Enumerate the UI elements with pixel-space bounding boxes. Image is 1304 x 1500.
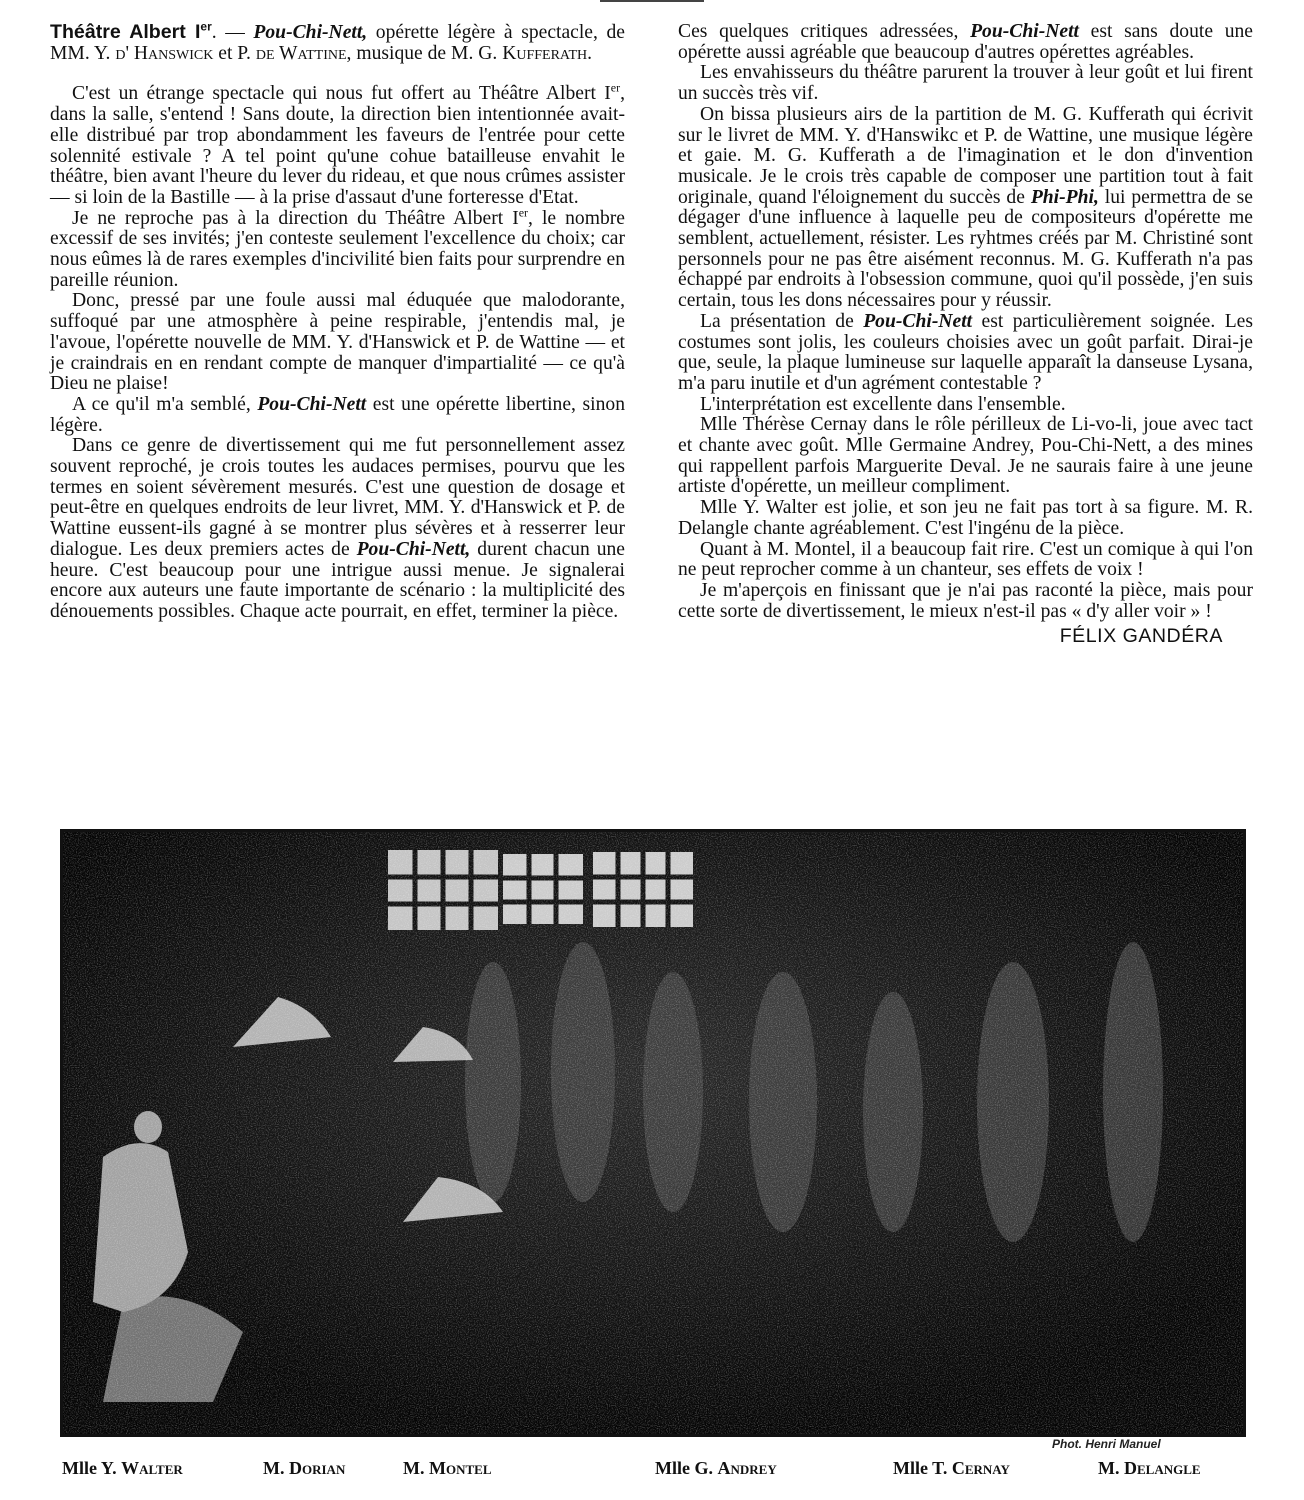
paragraph: Dans ce genre de divertissement qui me fut personnellement assez souvent reproché, je crois toutes les audaces permises, pourvu que les termes en soient sévèrement mesurés. C'est une question de dosage et peut-être en quelques endroits de leur livret, MM. Y. d'Hanswick et P. de Wattine eussent-ils gagné à se montrer plus sévères et à resserrer leur dialogue. Les deux premiers actes de Pou-Chi-Nett, durent chacun une heure. C'est beaucoup pour une intrigue aussi menue. Je signalerai encore aux auteurs une faute importante de scénario : la multiplicité des dénouements possibles. Chaque acte pourrait, en effet, terminer la pièce.: [50, 435, 625, 622]
play-title: Pou-Chi-Nett: [863, 310, 973, 332]
theatre-name: Théâtre Albert Ier: [50, 19, 212, 43]
author-signature: FÉLIX GANDÉRA: [1059, 625, 1223, 648]
caption-walter: Mlle Y. Walter: [62, 1458, 183, 1478]
stage-photograph: [60, 829, 1246, 1437]
article-column-right: [678, 22, 1253, 647]
caption-dorian: M. Dorian: [263, 1458, 346, 1478]
paragraph: On bissa plusieurs airs de la partition de M. G. Kufferath qui écrivit sur le livret de MM. Y. d'Hanswikc et P. de Wattine, une musique légère et gaie. M. G. Kufferath a de l'imagination et le don d'invention musicale. Je le crois très capable de composer une partition tout à fait originale, quand l'éloignement du succès de Phi-Phi, lui permettra de se dégager d'une influence à laquelle peu de compositeurs d'opérette me semblent, actuellement, résister. Les ryhtmes créés par M. Christiné sont personnels pour ne pas être aisément reconnus. M. G. Kufferath n'a pas échappé par endroits à l'obsession commune, quoi qu'il possède, j'en suis certain, tous les dons nécessaires pour y réussir.: [678, 103, 1253, 312]
paragraph: L'interprétation est excellente dans l'ensemble.: [700, 393, 1066, 415]
paragraph: Quant à M. Montel, il a beaucoup fait rire. C'est un comique à qui l'on ne peut reprocher comme à un chanteur, ses effets de voix !: [678, 538, 1253, 581]
paragraph: C'est un étrange spectacle qui nous fut offert au Théâtre Albert Ier, dans la salle, s'entend ! Sans doute, la direction bien intentionnée avait-elle distribué par trop abondamment les faveurs de l'entrée pour cette solennité estivale ? A tel point qu'une cohue batailleuse envahit le théâtre, bien avant l'heure du lever du rideau, et que nous crûmes assister — si loin de la Bastille — à la prise d'assaut d'une forteresse d'Etat.: [50, 80, 625, 208]
article-column-left: [50, 19, 625, 623]
play-title: Pou-Chi-Nett: [257, 393, 367, 415]
play-title: Phi-Phi,: [1030, 186, 1099, 208]
paragraph: La présentation de Pou-Chi-Nett est particulièrement soignée. Les costumes sont jolis, les couleurs choisies avec un goût parfait. Dirai-je que, seule, la plaque lumineuse sur laquelle apparaît la danseuse Lysana, m'a paru inutile et d'un agrément contestable ?: [678, 310, 1253, 394]
paragraph-continued: Ces quelques critiques adressées, Pou-Chi-Nett est sans doute une opérette aussi agréable que beaucoup d'autres opérettes agréables.: [678, 21, 1253, 63]
caption-cernay: Mlle T. Cernay: [893, 1458, 1010, 1478]
composer-name: Kufferath.: [502, 42, 593, 64]
paragraph: A ce qu'il m'a semblé, Pou-Chi-Nett est une opérette libertine, sinon légère.: [50, 393, 625, 436]
play-title: Pou-Chi-Nett,: [253, 22, 368, 43]
paragraph: Mlle Y. Walter est jolie, et son jeu ne fait pas tort à sa figure. M. R. Delangle chante agréablement. C'est l'ingénu de la pièce.: [678, 497, 1253, 539]
author-name: de Wattine,: [255, 42, 352, 64]
paragraph: Mlle Thérèse Cernay dans le rôle périlleux de Li-vo-li, joue avec tact et chante avec goût. Mlle Germaine Andrey, Pou-Chi-Nett, a des mines qui rappellent parfois Marguerite Deval. Je ne saurais faire à une jeune artiste d'opérette, un meilleur compliment.: [678, 414, 1253, 498]
paragraph: Donc, pressé par une foule aussi mal éduquée que malodorante, suffoqué par une atmosphère à peine respirable, j'entendis mal, je l'avoue, l'opérette nouvelle de MM. Y. d'Hanswick et P. de Wattine — et je craindrais en en rendant compte de manquer d'impartialité — ce qu'à Dieu ne plaise!: [50, 290, 625, 395]
paragraph: Les envahisseurs du théâtre parurent la trouver à leur goût et lui firent un succès très vif.: [678, 62, 1253, 105]
photo-credit: Phot. Henri Manuel: [1052, 1437, 1161, 1451]
paragraph: Je m'aperçois en finissant que je n'ai pas raconté la pièce, mais pour cette sorte de divertissement, le mieux n'est-il pas « d'y aller voir » !: [678, 579, 1253, 622]
caption-andrey: Mlle G. Andrey: [655, 1458, 777, 1478]
review-lead: Théâtre Albert Ier. — Pou-Chi-Nett, opérette légère à spectacle, de MM. Y. d' Hanswick et P. de Wattine, musique de M. G. Kufferath.: [50, 19, 625, 64]
author-name: d' Hanswick: [115, 42, 214, 64]
stage-scene: [63, 832, 1243, 1434]
caption-montel: M. Montel: [403, 1458, 492, 1478]
play-title: Pou-Chi-Nett,: [356, 538, 471, 560]
caption-delangle: M. Delangle: [1098, 1458, 1201, 1478]
paragraph: Je ne reproche pas à la direction du Théâtre Albert Ier, le nombre excessif de ses invités; j'en conteste seulement l'excellence du choix; car nous eûmes là de rares exemples d'incivilité bien faits pour surprendre en pareille réunion.: [50, 205, 625, 291]
top-rule: [600, 0, 704, 2]
play-title: Pou-Chi-Nett: [970, 21, 1079, 42]
